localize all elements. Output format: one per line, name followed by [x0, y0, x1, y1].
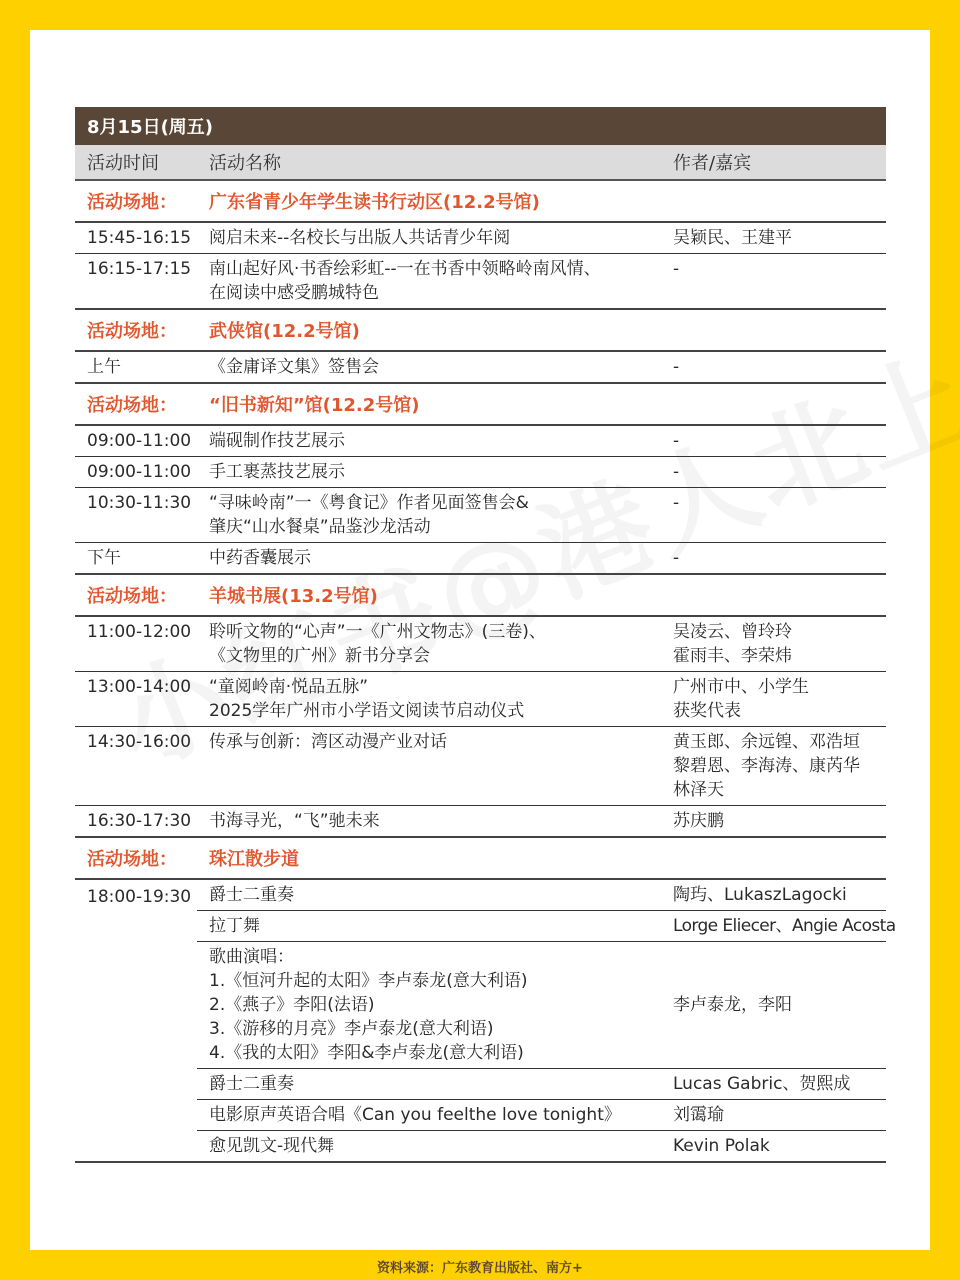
venue-label: 活动场地：	[87, 849, 177, 870]
event-author-line: 黎碧恩、李海涛、康芮华	[673, 756, 860, 776]
venue-row	[75, 838, 886, 880]
event-author	[661, 460, 886, 484]
column-header-row	[75, 145, 886, 181]
event-author-lines	[673, 1072, 886, 1096]
source-footer: 资料来源：广东教育出版社、南方+	[377, 1260, 583, 1276]
event-author-line: 黄玉郎、余远锽、邓浩垣	[673, 732, 860, 752]
event-time: 18:00-19:30	[87, 887, 192, 907]
event-author-line: 获奖代表	[673, 701, 741, 721]
event-author-lines	[673, 914, 896, 938]
event-name-line: 电影原声英语合唱《Can you feelthe love tonight》	[209, 1105, 621, 1125]
event-name-line: 3.《游移的月亮》李卢泰龙(意大利语)	[209, 1019, 494, 1039]
table-row	[197, 911, 896, 942]
event-name	[197, 883, 661, 907]
event-name-line: 《文物里的广州》新书分享会	[209, 646, 430, 666]
event-author	[661, 675, 886, 723]
venue-row	[75, 575, 886, 617]
event-name-line: 歌曲演唱：	[209, 947, 294, 967]
event-name-line: 爵士二重奏	[209, 885, 294, 905]
event-name-line: 南山起好风·书香绘彩虹--一在书香中领略岭南风情、	[209, 259, 601, 279]
event-author	[661, 914, 896, 938]
event-author	[661, 1134, 886, 1158]
event-time: 下午	[87, 548, 121, 568]
venue-row	[75, 310, 886, 352]
event-name-line: 传承与创新：湾区动漫产业对话	[209, 732, 447, 752]
event-time: 09:00-11:00	[87, 462, 192, 482]
event-name-line: 愈见凯文-现代舞	[209, 1136, 335, 1156]
event-name-line: “寻味岭南”一《粤食记》作者见面签售会&	[209, 493, 529, 513]
event-name-line: 拉丁舞	[209, 916, 260, 936]
event-name	[197, 809, 661, 833]
table-row	[75, 352, 886, 384]
venue-label: 活动场地：	[87, 192, 177, 213]
event-name	[197, 675, 661, 723]
event-name-line: 端砚制作技艺展示	[209, 431, 345, 451]
event-author-line: 吴颖民、王建平	[673, 228, 792, 248]
column-header-author: 作者/嘉宾	[673, 153, 752, 174]
table-row	[75, 488, 886, 543]
event-name	[197, 945, 661, 1065]
venue-name: 武侠馆(12.2号馆)	[209, 321, 360, 342]
event-name-line: 《金庸译文集》签售会	[209, 357, 379, 377]
event-author-line: 刘霭瑜	[673, 1105, 724, 1125]
venue-name: 珠江散步道	[209, 849, 299, 870]
event-time: 14:30-16:00	[87, 732, 192, 752]
event-name-line: 肇庆“山水餐桌”品鉴沙龙活动	[209, 517, 431, 537]
event-author-line: 李卢泰龙，李阳	[673, 995, 792, 1015]
schedule-sections	[75, 181, 886, 838]
event-name-line: 聆听文物的“心声”一《广州文物志》(三卷)、	[209, 622, 546, 642]
event-author-line: Kevin Polak	[673, 1136, 770, 1156]
event-name-line: 在阅读中感受鹏城特色	[209, 283, 379, 303]
event-author	[661, 1103, 886, 1127]
table-row	[75, 426, 886, 457]
event-name	[197, 355, 661, 379]
event-author-lines	[673, 993, 792, 1017]
venue-name: 广东省青少年学生读书行动区(12.2号馆)	[209, 192, 540, 213]
table-row	[75, 223, 886, 254]
performance-list	[197, 880, 896, 1161]
event-author-line: -	[673, 431, 680, 451]
event-name-line: “童阅岭南·悦品五脉”	[209, 677, 369, 697]
column-header-time: 活动时间	[87, 153, 159, 174]
event-author-line: -	[673, 493, 680, 513]
event-author	[661, 945, 886, 1065]
event-author-line: -	[673, 548, 680, 568]
event-author	[661, 620, 886, 668]
event-author	[661, 226, 886, 250]
table-row	[75, 543, 886, 575]
last-section	[75, 838, 896, 1163]
column-header-name: 活动名称	[209, 153, 281, 174]
event-author-line: 陶玙、LukaszLagocki	[673, 885, 847, 905]
event-author-line: 苏庆鹏	[673, 811, 724, 831]
table-row	[75, 617, 886, 672]
event-name-line: 中药香囊展示	[209, 548, 311, 568]
table-row	[197, 880, 886, 911]
event-time: 09:00-11:00	[87, 431, 192, 451]
event-author	[661, 730, 886, 802]
event-time: 16:15-17:15	[87, 259, 192, 279]
event-author	[661, 1072, 886, 1096]
event-name	[197, 620, 661, 668]
event-name-line: 4.《我的太阳》李阳&李卢泰龙(意大利语)	[209, 1043, 524, 1063]
venue-name: 羊城书展(13.2号馆)	[209, 586, 378, 607]
event-author-line: -	[673, 462, 680, 482]
venue-label: 活动场地：	[87, 586, 177, 607]
venue-label: 活动场地：	[87, 395, 177, 416]
table-row	[75, 806, 886, 838]
event-author-line: 吴凌云、曾玲玲	[673, 622, 792, 642]
event-name	[197, 429, 661, 453]
event-name	[197, 1103, 661, 1127]
event-name-line: 1.《恒河升起的太阳》李卢泰龙(意大利语)	[209, 971, 528, 991]
event-name-line: 书海寻光，“飞”驰未来	[209, 811, 380, 831]
event-author-line: 霍雨丰、李荣炜	[673, 646, 792, 666]
date-header: 8月15日(周五)	[75, 107, 886, 145]
event-name-line: 阅启未来--名校长与出版人共话青少年阅	[209, 228, 511, 248]
venue-name: “旧书新知”馆(12.2号馆)	[209, 395, 420, 416]
event-author-lines	[673, 1103, 886, 1127]
table-row	[75, 672, 886, 727]
event-name	[197, 1134, 661, 1158]
event-author-lines	[673, 1134, 886, 1158]
event-name	[197, 460, 661, 484]
table-row	[197, 1069, 886, 1100]
table-row	[75, 727, 886, 806]
event-name	[197, 730, 661, 754]
table-row	[197, 1100, 886, 1131]
event-time: 10:30-11:30	[87, 493, 192, 513]
event-author-line: Lorge Eliecer、Angie Acosta	[673, 916, 896, 936]
table-row	[75, 457, 886, 488]
event-time: 13:00-14:00	[87, 677, 192, 697]
event-time: 上午	[87, 357, 121, 377]
table-row	[75, 254, 886, 310]
event-author-line: Lucas Gabric、贺熙成	[673, 1074, 851, 1094]
venue-row	[75, 181, 886, 223]
event-name-line: 2025学年广州市小学语文阅读节启动仪式	[209, 701, 525, 721]
event-name	[197, 226, 661, 250]
event-name	[197, 257, 661, 305]
event-author	[661, 546, 886, 570]
event-author	[661, 809, 886, 833]
event-author	[661, 429, 886, 453]
event-name-line: 2.《燕子》李阳(法语)	[209, 995, 375, 1015]
schedule-table	[75, 107, 896, 1163]
event-name	[197, 546, 661, 570]
event-author	[661, 491, 886, 515]
event-author	[661, 355, 886, 379]
event-time: 11:00-12:00	[87, 622, 192, 642]
performance-group	[75, 880, 896, 1163]
event-author-line: -	[673, 357, 680, 377]
event-name	[197, 491, 661, 539]
venue-label: 活动场地：	[87, 321, 177, 342]
event-author-lines	[673, 883, 886, 907]
table-row	[197, 1131, 886, 1161]
event-time: 15:45-16:15	[87, 228, 192, 248]
event-name-line: 爵士二重奏	[209, 1074, 294, 1094]
event-name-line: 手工裹蒸技艺展示	[209, 462, 345, 482]
table-row	[197, 942, 886, 1069]
event-author	[661, 257, 886, 281]
event-name	[197, 1072, 661, 1096]
event-author-line: -	[673, 259, 680, 279]
event-author-line: 林泽天	[673, 780, 724, 800]
event-name	[197, 914, 661, 938]
venue-row	[75, 384, 886, 426]
event-author-line: 广州市中、小学生	[673, 677, 809, 697]
event-time: 16:30-17:30	[87, 811, 192, 831]
event-author	[661, 883, 886, 907]
